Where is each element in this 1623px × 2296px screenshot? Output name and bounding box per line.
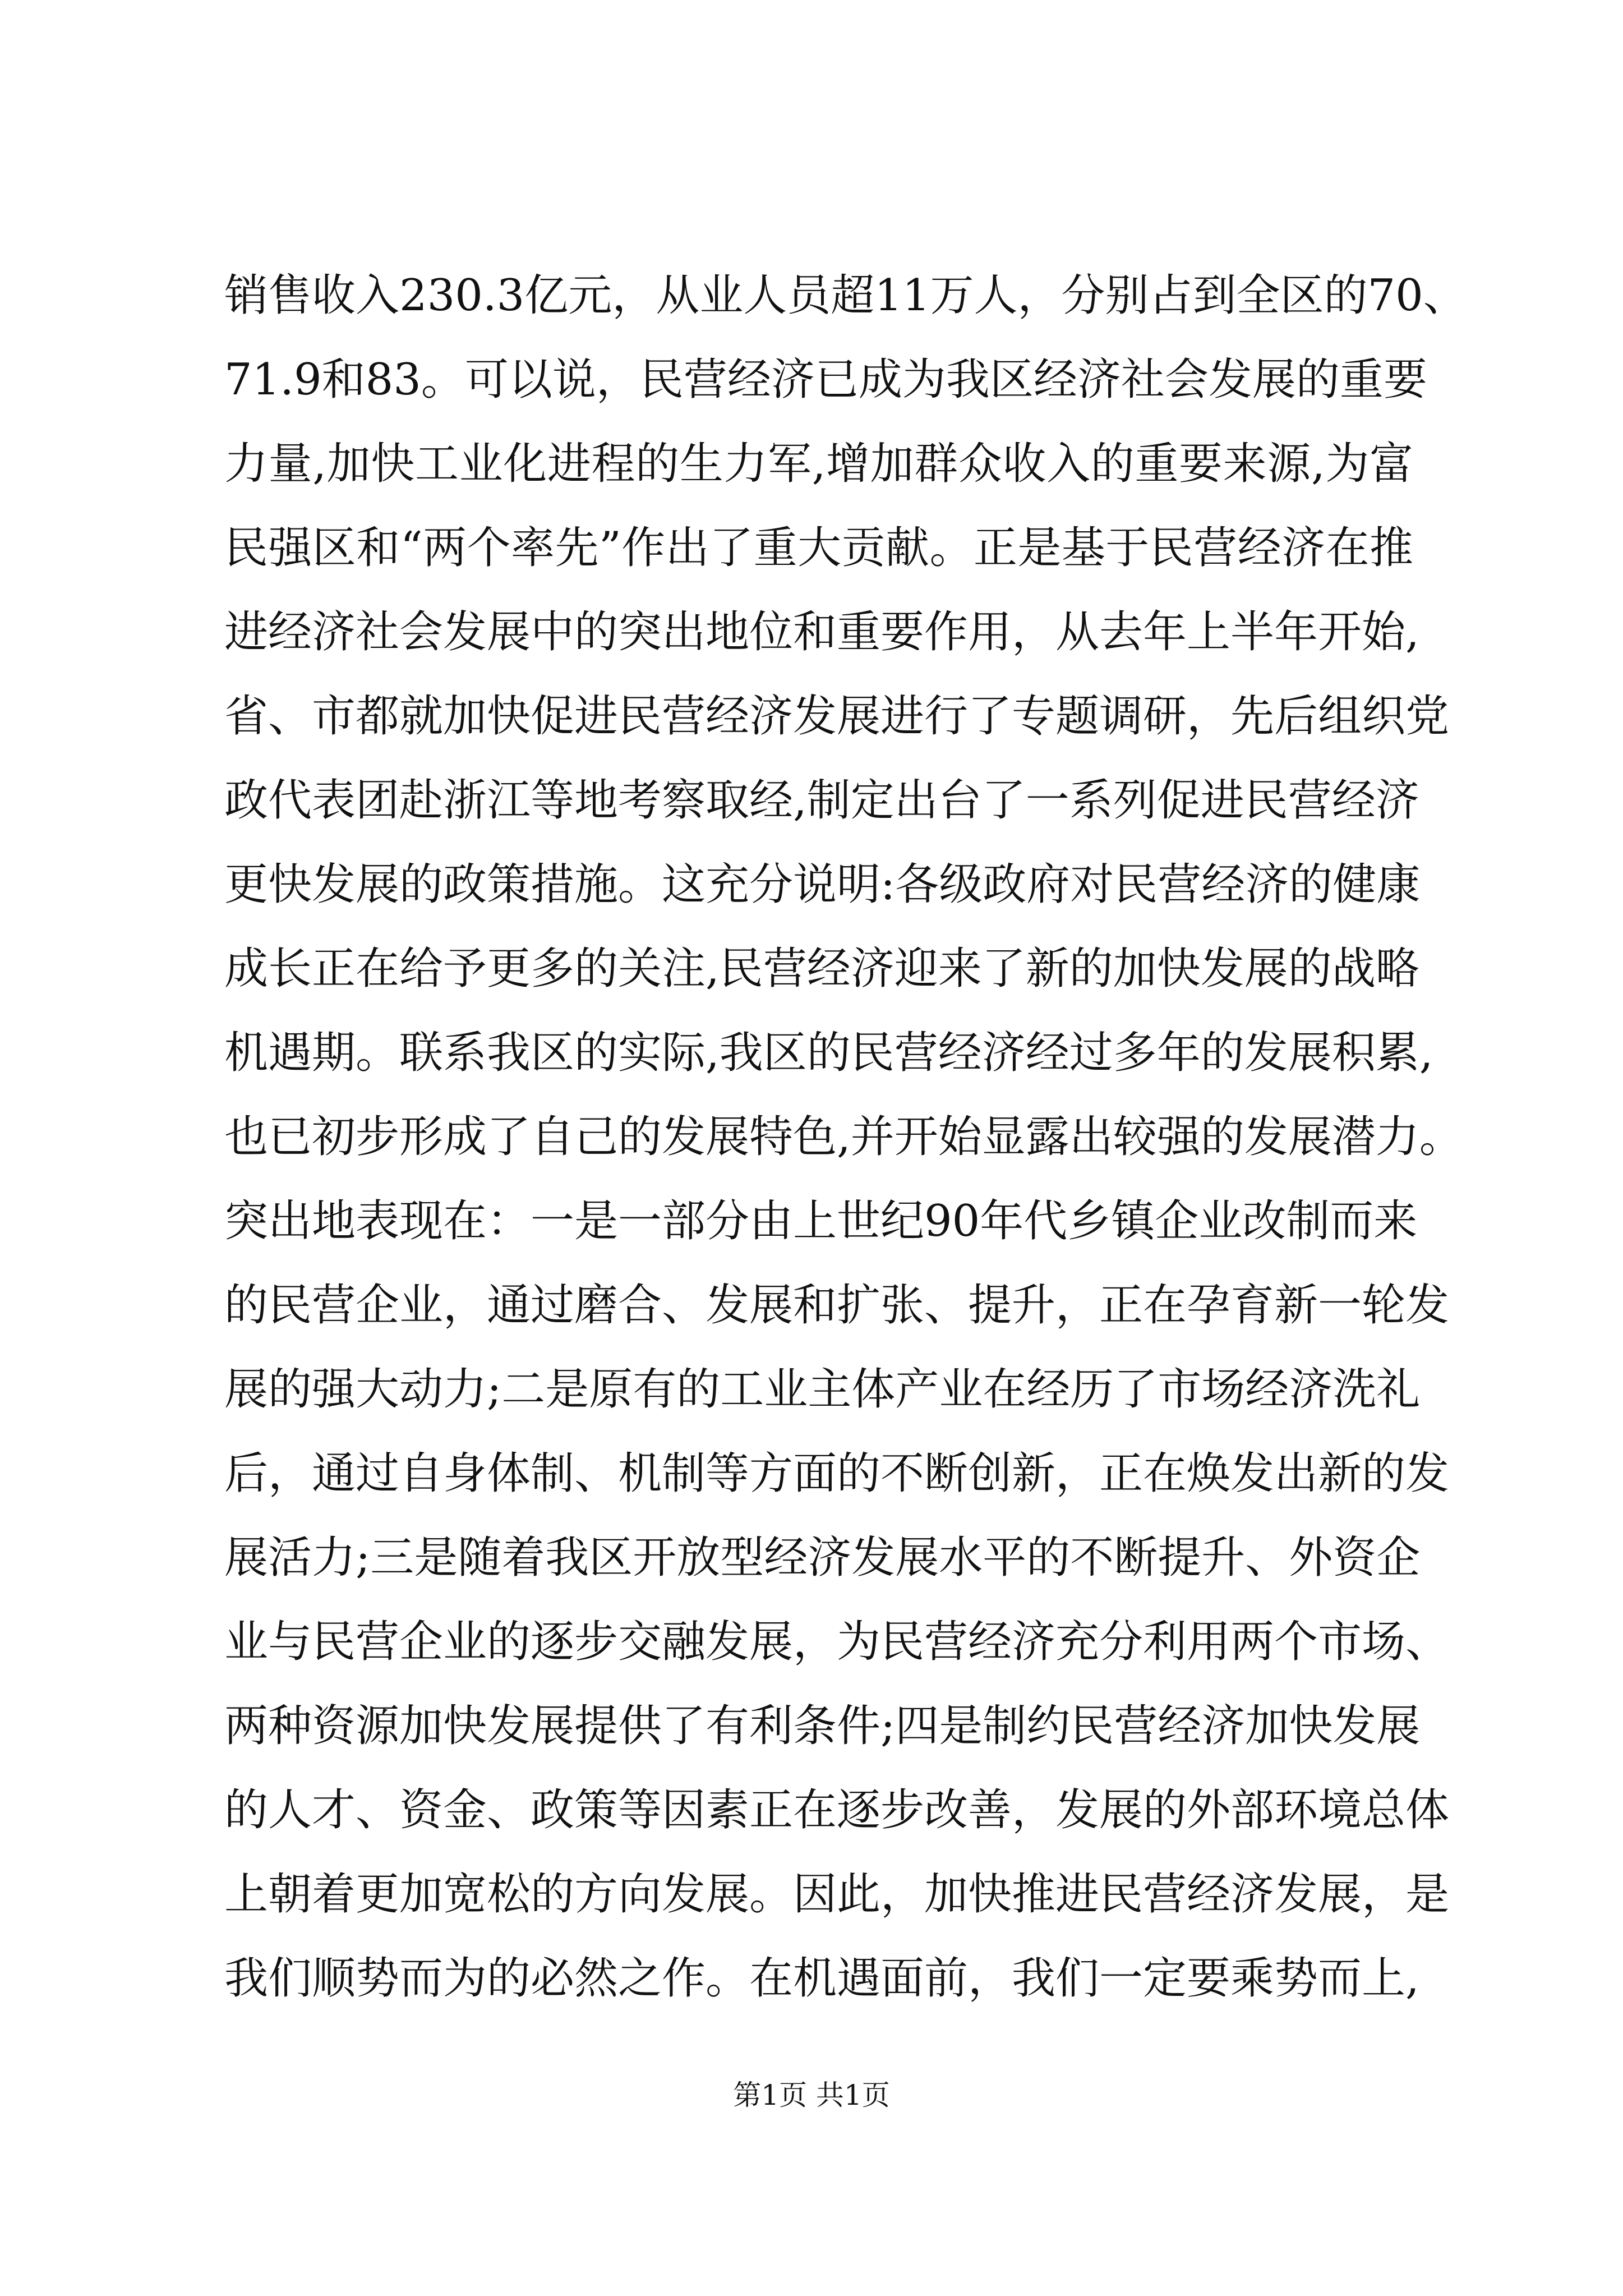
- text-line: 71.9和83。可以说，民营经济已成为我区经济社会发展的重要: [224, 355, 1427, 405]
- body-text: [224, 254, 1467, 2021]
- text-line: 的人才、资金、政策等因素正在逐步改善，发展的外部环境总体: [224, 1785, 1450, 1835]
- page-footer: [0, 2073, 1623, 2118]
- text-line: 两种资源加快发展提供了有利条件;四是制约民营经济加快发展: [224, 1701, 1421, 1751]
- text-line: 后，通过自身体制、机制等方面的不断创新，正在焕发出新的发: [224, 1448, 1450, 1499]
- text-line: 机遇期。联系我区的实际,我区的民营经济经过多年的发展积累,: [224, 1028, 1433, 1078]
- text-line: 省、市都就加快促进民营经济发展进行了专题调研，先后组织党: [224, 691, 1450, 742]
- text-line: 突出地表现在：一是一部分由上世纪90年代乡镇企业改制而来: [224, 1196, 1418, 1246]
- text-line: 上朝着更加宽松的方向发展。因此，加快推进民营经济发展，是: [224, 1869, 1450, 1920]
- text-line: 更快发展的政策措施。这充分说明:各级政府对民营经济的健康: [224, 859, 1421, 910]
- text-line: 展活力;三是随着我区开放型经济发展水平的不断提升、外资企: [224, 1533, 1421, 1583]
- text-line: 的民营企业，通过磨合、发展和扩张、提升，正在孕育新一轮发: [224, 1280, 1450, 1331]
- text-line: 我们顺势而为的必然之作。在机遇面前，我们一定要乘势而上,: [224, 1953, 1419, 2004]
- text-line: 成长正在给予更多的关注,民营经济迎来了新的加快发展的战略: [224, 944, 1419, 994]
- text-line: 展的强大动力;二是原有的工业主体产业在经历了市场经济洗礼: [224, 1364, 1421, 1415]
- text-line: 政代表团赴浙江等地考察取经,制定出台了一系列促进民营经济: [224, 775, 1419, 826]
- text-line: 民强区和“两个率先”作出了重大贡献。正是基于民营经济在推: [224, 523, 1413, 573]
- text-line: 业与民营企业的逐步交融发展，为民营经济充分利用两个市场、: [224, 1617, 1450, 1667]
- page-number-label: 第1页 共1页: [733, 2079, 890, 2111]
- text-line: 销售收入230.3亿元，从业人员超11万人，分别占到全区的70、: [224, 270, 1467, 321]
- text-line: 也已初步形成了自己的发展特色,并开始显露出较强的发展潜力。: [224, 1112, 1463, 1162]
- text-line: 力量,加快工业化进程的生力军,增加群众收入的重要来源,为富: [224, 439, 1413, 489]
- text-line: 进经济社会发展中的突出地位和重要作用，从去年上半年开始,: [224, 607, 1419, 657]
